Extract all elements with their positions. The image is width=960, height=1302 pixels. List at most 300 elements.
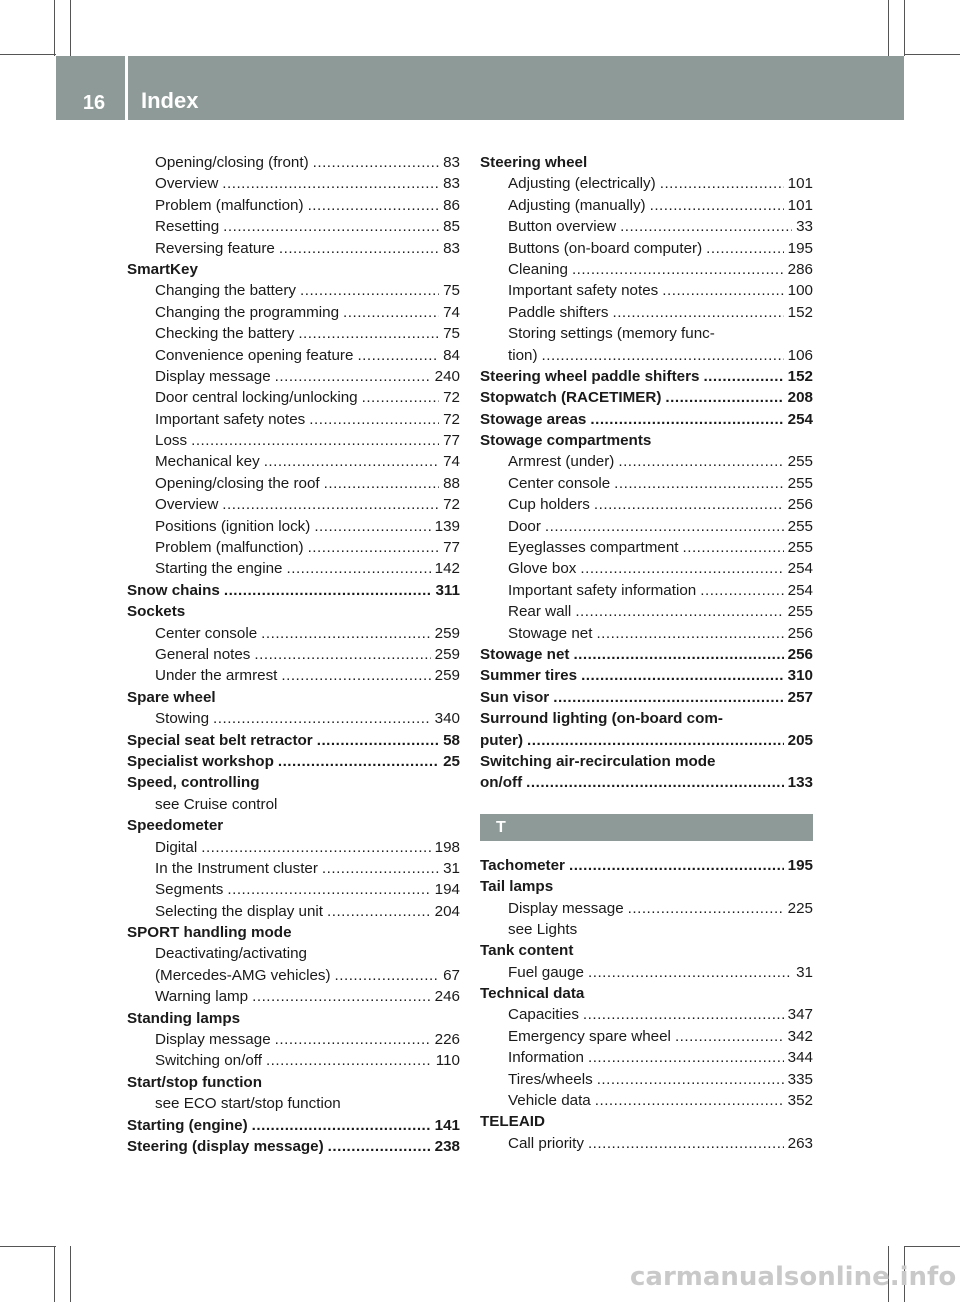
dot-leader: [275, 1029, 431, 1050]
index-subentry: [480, 1133, 813, 1154]
entry-text: Stowing: [155, 710, 210, 728]
index-subentry: [480, 898, 813, 919]
page-reference: 74: [443, 453, 460, 471]
dot-leader: [328, 1136, 431, 1157]
entry-text: Stowage areas: [480, 410, 587, 428]
page-reference: 254: [787, 410, 813, 428]
dot-leader: [343, 302, 439, 323]
page-reference: 133: [787, 774, 813, 792]
index-subentry: [127, 623, 460, 644]
entry-text: Eyeglasses compartment: [508, 539, 679, 557]
page-reference: 110: [435, 1052, 460, 1070]
index-entry: [127, 259, 460, 280]
entry-text: Mechanical key: [155, 453, 260, 471]
entry-text: SmartKey: [127, 260, 198, 278]
index-entry: [480, 730, 813, 751]
dot-leader: [252, 986, 431, 1007]
entry-text: Reversing feature: [155, 239, 275, 257]
entry-text: Standing lamps: [127, 1009, 241, 1027]
entry-text: Digital: [155, 838, 198, 856]
dot-leader: [314, 516, 430, 537]
dot-leader: [700, 580, 783, 601]
index-subentry: [127, 879, 460, 900]
crop-mark: [888, 0, 889, 56]
index-entry: [480, 366, 813, 387]
page-reference: 83: [443, 175, 460, 193]
entry-text: Cleaning: [508, 260, 568, 278]
entry-text: Rear wall: [508, 603, 572, 621]
page-reference: 238: [434, 1137, 460, 1155]
entry-text: General notes: [155, 645, 251, 663]
dot-leader: [357, 345, 439, 366]
page-reference: 75: [443, 282, 460, 300]
index-subentry: [480, 623, 813, 644]
dot-leader: [583, 1004, 784, 1025]
dot-leader: [322, 858, 439, 879]
entry-text: Start/stop function: [127, 1073, 262, 1091]
index-entry: [127, 730, 460, 751]
entry-text: Special seat belt retractor: [127, 731, 313, 749]
dot-leader: [628, 898, 784, 919]
index-subentry: [127, 516, 460, 537]
index-subentry: [480, 195, 813, 216]
crop-mark: [0, 54, 56, 55]
dot-leader: [327, 901, 431, 922]
page-reference: 208: [787, 389, 813, 407]
index-entry: [127, 751, 460, 772]
page-reference: 259: [434, 624, 460, 642]
index-column-right: [480, 152, 813, 1154]
index-entry: [127, 601, 460, 622]
entry-text: Glove box: [508, 560, 577, 578]
page-reference: 254: [787, 581, 813, 599]
index-subentry: [127, 473, 460, 494]
page-reference: 86: [443, 196, 460, 214]
dot-leader: [526, 772, 783, 793]
dot-leader: [264, 451, 439, 472]
index-subentry: [127, 451, 460, 472]
index-subentry: [127, 173, 460, 194]
entry-text: Display message: [155, 1031, 271, 1049]
entry-text: Information: [508, 1049, 584, 1067]
index-subentry: [127, 665, 460, 686]
entry-text: Adjusting (manually): [508, 196, 646, 214]
entry-text: Changing the battery: [155, 282, 297, 300]
dot-leader: [553, 687, 783, 708]
dot-leader: [660, 173, 784, 194]
page-reference: 225: [787, 899, 813, 917]
entry-text: on/off: [480, 774, 523, 792]
entry-text: Under the armrest: [155, 667, 278, 685]
entry-text: Segments: [155, 881, 224, 899]
dot-leader: [581, 665, 784, 686]
entry-text: (Mercedes-AMG vehicles): [155, 966, 331, 984]
dot-leader: [362, 387, 439, 408]
entry-text: Convenience opening feature: [155, 346, 354, 364]
index-subentry: [127, 195, 460, 216]
index-entry: [480, 876, 813, 897]
page-reference: 342: [787, 1027, 813, 1045]
entry-text: Surround lighting (on-board com-: [480, 710, 723, 728]
index-subentry: [127, 794, 460, 815]
entry-text: Stopwatch (RACETIMER): [480, 389, 662, 407]
index-subentry: [127, 858, 460, 879]
crop-mark: [70, 1246, 71, 1302]
entry-text: Starting the engine: [155, 560, 283, 578]
index-subentry: [480, 1026, 813, 1047]
page-reference: 84: [443, 346, 460, 364]
page-reference: 195: [787, 856, 813, 874]
index-entry: [127, 922, 460, 943]
dot-leader: [213, 708, 431, 729]
entry-text: Stowage net: [508, 624, 593, 642]
entry-text: TELEAID: [480, 1113, 545, 1131]
index-entry: [480, 940, 813, 961]
page-reference: 77: [443, 539, 460, 557]
page-reference: 204: [434, 902, 460, 920]
entry-text: Resetting: [155, 218, 220, 236]
entry-text: Speed, controlling: [127, 774, 260, 792]
index-subentry: [480, 962, 813, 983]
dot-leader: [650, 195, 784, 216]
entry-text: Deactivating/activating: [155, 945, 307, 963]
index-subentry: [127, 238, 460, 259]
dot-leader: [261, 623, 431, 644]
entry-text: Center console: [155, 624, 258, 642]
entry-text: Vehicle data: [508, 1092, 591, 1110]
entry-text: Overview: [155, 496, 219, 514]
page-reference: 286: [787, 260, 813, 278]
index-entry: [127, 1008, 460, 1029]
entry-text: Snow chains: [127, 581, 220, 599]
page-reference: 310: [787, 667, 813, 685]
entry-text: Opening/closing the roof: [155, 474, 320, 492]
index-entry: [480, 409, 813, 430]
page-reference: 259: [434, 645, 460, 663]
index-subentry: [127, 345, 460, 366]
dot-leader: [590, 409, 783, 430]
entry-text: see Lights: [508, 920, 578, 938]
page-reference: 83: [443, 239, 460, 257]
page-reference: 254: [787, 560, 813, 578]
page-reference: 152: [787, 367, 813, 385]
page-reference: 106: [787, 346, 813, 364]
dot-leader: [275, 366, 431, 387]
index-subentry: [127, 216, 460, 237]
page-reference: 255: [787, 517, 813, 535]
index-subentry: [480, 302, 813, 323]
entry-text: tion): [508, 346, 538, 364]
dot-leader: [703, 366, 783, 387]
entry-text: Stowage net: [480, 645, 570, 663]
entry-text: Tachometer: [480, 856, 565, 874]
page-reference: 255: [787, 453, 813, 471]
page-reference: 88: [443, 474, 460, 492]
dot-leader: [281, 665, 430, 686]
index-entry: [480, 983, 813, 1004]
page-number: 16: [82, 92, 106, 114]
entry-text: Problem (malfunction): [155, 196, 304, 214]
entry-text: Display message: [508, 899, 624, 917]
dot-leader: [662, 280, 783, 301]
dot-leader: [683, 537, 784, 558]
entry-text: Loss: [155, 432, 188, 450]
page-reference: 101: [787, 196, 813, 214]
page-reference: 259: [434, 667, 460, 685]
index-subentry: [480, 580, 813, 601]
dot-leader: [706, 238, 783, 259]
entry-text: Tail lamps: [480, 878, 554, 896]
dot-leader: [224, 580, 432, 601]
crop-mark: [904, 0, 905, 56]
dot-leader: [298, 323, 439, 344]
crop-mark: [54, 0, 55, 56]
dot-leader: [223, 216, 439, 237]
page-reference: 205: [787, 731, 813, 749]
entry-text: Fuel gauge: [508, 963, 584, 981]
index-subentry: [127, 280, 460, 301]
crop-mark: [54, 1246, 55, 1302]
entry-text: Selecting the display unit: [155, 902, 324, 920]
page-reference: 31: [443, 859, 460, 877]
entry-text: Button overview: [508, 218, 617, 236]
index-subentry: [480, 345, 813, 366]
dot-leader: [324, 473, 439, 494]
entry-text: Technical data: [480, 985, 585, 1003]
entry-text: Steering (display message): [127, 1137, 324, 1155]
entry-text: Tank content: [480, 942, 574, 960]
index-subentry: [480, 323, 813, 344]
entry-text: Speedometer: [127, 817, 224, 835]
page-reference: 142: [434, 560, 460, 578]
page-reference: 101: [787, 175, 813, 193]
entry-text: Armrest (under): [508, 453, 615, 471]
index-entry: [480, 430, 813, 451]
page-reference: 83: [443, 154, 460, 171]
index-subentry: [127, 901, 460, 922]
index-subentry: [127, 644, 460, 665]
dot-leader: [612, 302, 783, 323]
entry-text: Warning lamp: [155, 988, 249, 1006]
index-subentry: [480, 451, 813, 472]
index-entry: [480, 751, 813, 772]
index-entry: [127, 687, 460, 708]
index-entry: [480, 644, 813, 665]
index-subentry: [480, 238, 813, 259]
index-entry: [480, 687, 813, 708]
dot-leader: [588, 1047, 784, 1068]
entry-text: Cup holders: [508, 496, 590, 514]
page-reference: 255: [787, 539, 813, 557]
entry-text: Stowage compartments: [480, 432, 652, 450]
page-reference: 72: [443, 410, 460, 428]
index-subentry: [480, 1004, 813, 1025]
index-subentry: [127, 302, 460, 323]
entry-text: Opening/closing (front): [155, 154, 309, 171]
page-reference: 335: [787, 1070, 813, 1088]
index-subentry: [127, 409, 460, 430]
dot-leader: [596, 623, 783, 644]
page-reference: 255: [787, 603, 813, 621]
dot-leader: [201, 837, 430, 858]
index-entry: [127, 1136, 460, 1157]
page-reference: 141: [434, 1116, 460, 1134]
entry-text: Capacities: [508, 1006, 579, 1024]
index-subentry: [480, 1090, 813, 1111]
dot-leader: [222, 494, 439, 515]
page-reference: 77: [443, 432, 460, 450]
entry-text: Switching air-recirculation mode: [480, 752, 716, 770]
page-reference: 194: [434, 881, 460, 899]
index-subentry: [480, 558, 813, 579]
entry-text: Adjusting (electrically): [508, 175, 656, 193]
entry-text: Sockets: [127, 603, 186, 621]
page-reference: 311: [435, 581, 460, 599]
page-reference: 67: [443, 966, 460, 984]
entry-text: Checking the battery: [155, 325, 295, 343]
index-entry: [127, 772, 460, 793]
page-reference: 340: [434, 710, 460, 728]
page-reference: 58: [443, 731, 460, 749]
dot-leader: [575, 601, 783, 622]
index-subentry: [480, 216, 813, 237]
entry-text: see Cruise control: [155, 795, 278, 813]
crop-mark: [70, 0, 71, 56]
page-reference: 240: [434, 367, 460, 385]
dot-leader: [335, 965, 440, 986]
entry-text: Important safety notes: [155, 410, 306, 428]
entry-text: Storing settings (memory func-: [508, 325, 715, 343]
page-reference: 31: [796, 963, 813, 981]
section-title: Index: [141, 88, 199, 113]
page-reference: 72: [443, 389, 460, 407]
page-reference: 195: [787, 239, 813, 257]
entry-text: Specialist workshop: [127, 752, 274, 770]
dot-leader: [287, 558, 431, 579]
dot-leader: [675, 1026, 784, 1047]
index-subentry: [480, 473, 813, 494]
entry-text: Door central locking/unlocking: [155, 389, 358, 407]
index-subentry: [480, 516, 813, 537]
index-entry: [127, 1115, 460, 1136]
entry-text: Paddle shifters: [508, 303, 609, 321]
dot-leader: [620, 216, 792, 237]
entry-text: Summer tires: [480, 667, 578, 685]
index-subentry: [127, 708, 460, 729]
dot-leader: [308, 537, 440, 558]
entry-text: Important safety notes: [508, 282, 659, 300]
entry-text: Buttons (on-board computer): [508, 239, 703, 257]
index-entry: [127, 815, 460, 836]
dot-leader: [266, 1050, 432, 1071]
page-reference: 33: [796, 218, 813, 236]
index-subentry: [480, 259, 813, 280]
page-reference: 198: [434, 838, 460, 856]
dot-leader: [573, 644, 783, 665]
index-subentry: [480, 280, 813, 301]
entry-text: Emergency spare wheel: [508, 1027, 671, 1045]
index-entry: [480, 708, 813, 729]
index-entry: [480, 387, 813, 408]
dot-leader: [597, 1069, 784, 1090]
index-subentry: [127, 986, 460, 1007]
index-subentry: [127, 366, 460, 387]
page-reference: 347: [787, 1006, 813, 1024]
dot-leader: [594, 494, 784, 515]
index-entry: [480, 152, 813, 173]
entry-text: Overview: [155, 175, 219, 193]
entry-text: Switching on/off: [155, 1052, 262, 1070]
dot-leader: [542, 345, 784, 366]
index-entry: [480, 772, 813, 793]
entry-text: Changing the programming: [155, 303, 340, 321]
index-subentry: [480, 537, 813, 558]
entry-text: Problem (malfunction): [155, 539, 304, 557]
page-reference: 25: [443, 752, 460, 770]
entry-text: Tires/wheels: [508, 1070, 593, 1088]
page-reference: 352: [787, 1092, 813, 1110]
page-reference: 75: [443, 325, 460, 343]
index-subentry: [480, 173, 813, 194]
page-reference: 74: [443, 303, 460, 321]
dot-leader: [313, 152, 439, 173]
dot-leader: [569, 855, 784, 876]
index-entry: [480, 665, 813, 686]
index-entry: [480, 855, 813, 876]
page-reference: 226: [434, 1031, 460, 1049]
crop-mark: [904, 54, 960, 55]
index-subentry: [480, 494, 813, 515]
page-reference: 263: [787, 1134, 813, 1152]
dot-leader: [300, 280, 439, 301]
page-reference: 257: [787, 688, 813, 706]
index-subentry: [480, 919, 813, 940]
entry-text: Sun visor: [480, 688, 550, 706]
dot-leader: [278, 751, 439, 772]
dot-leader: [580, 558, 783, 579]
index-subentry: [127, 837, 460, 858]
index-entry: [127, 1072, 460, 1093]
dot-leader: [254, 644, 430, 665]
page-reference: 85: [443, 218, 460, 236]
page-reference: 256: [787, 496, 813, 514]
dot-leader: [527, 730, 784, 751]
page-reference: 256: [787, 645, 813, 663]
index-subentry: [480, 1069, 813, 1090]
index-subentry: [127, 1029, 460, 1050]
dot-leader: [572, 259, 784, 280]
index-subentry: [127, 1093, 460, 1114]
index-letter-heading: T: [480, 814, 813, 841]
dot-leader: [227, 879, 430, 900]
dot-leader: [545, 516, 784, 537]
entry-text: Door: [508, 517, 541, 535]
entry-text: puter): [480, 731, 524, 749]
entry-text: Spare wheel: [127, 688, 216, 706]
dot-leader: [279, 238, 439, 259]
page-reference: 152: [787, 303, 813, 321]
index-subentry: [127, 943, 460, 964]
entry-text: Steering wheel paddle shifters: [480, 367, 700, 385]
index-subentry: [127, 323, 460, 344]
index-subentry: [127, 494, 460, 515]
dot-leader: [252, 1115, 431, 1136]
crop-mark: [0, 1246, 56, 1247]
entry-text: SPORT handling mode: [127, 924, 292, 942]
page-reference: 100: [787, 282, 813, 300]
entry-text: Important safety information: [508, 581, 697, 599]
dot-leader: [595, 1090, 784, 1111]
